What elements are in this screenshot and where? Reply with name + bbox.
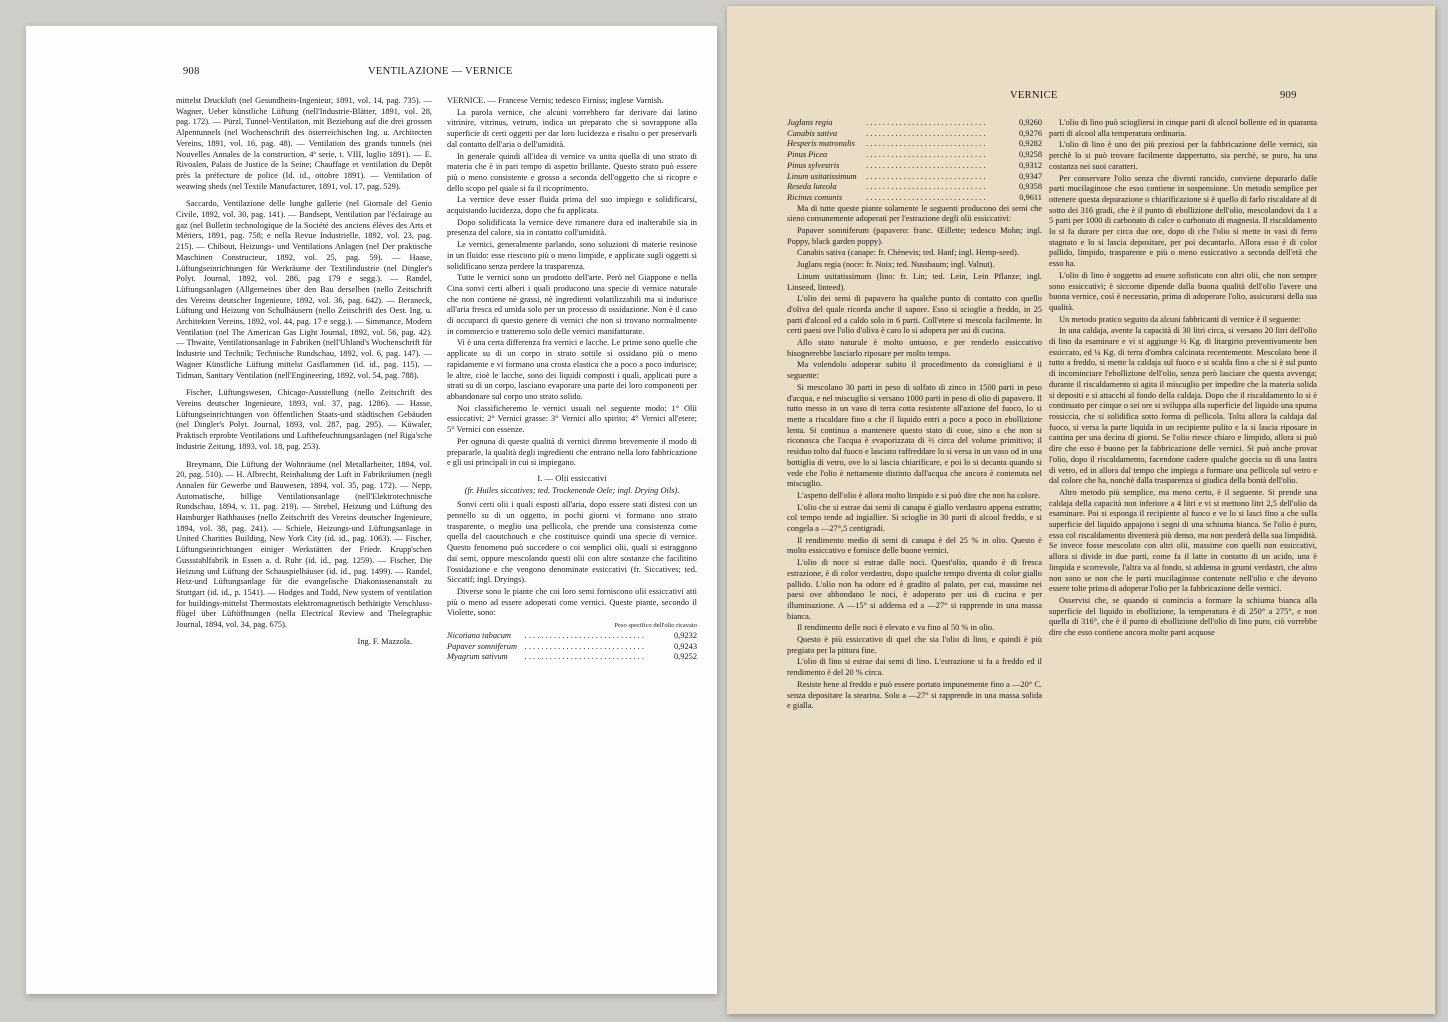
right-page [727,6,1435,1014]
paragraph: Tutte le vernici sono un prodotto dell'arte. Però nel Giappone e nella Cina sonvi certi alberi i quali producono una specie di vernice naturale che non contiene nè grassi, nè ingredienti volatilizzabili ma si indurisce all'aria fresca ed umida solo per un processo di ossidazione. Non è il caso di occuparci di questo genere di vernici che non si trovano normalmente in commercio e tratteremo solo delle vernici manifatturate. [447,273,697,336]
table-row [787,150,1042,161]
bibliography-paragraph: Fischer, Lüftungswesen, Chicago-Ausstellung (nello Zeitschrift des Vereins deutscher Ingenieure, 1893, vol. 37, pag. 1286). — Hasse, Lüftungseinrichtungen von öffentlichen Staats-und städtischen Gebäuden (nel Dingler's Polyt. Journal, 1893, vol. 287, pag. 295). — Küwaler, Praktisch erprobte Ventilations und Luftbefeuchtungsanlagen (nel Riga'sche Industrie Zeitung, 1893, vol. 18, pag. 253). [176,388,432,451]
plant-name: Canabis sativa [787,128,838,138]
paragraph: Per ognuna di queste qualità di vernici diremo brevemente il modo di prepararle, la qualità degli ingredienti che entrano nella loro fabbricazione e gli usi principali in cui si impiegano. [447,436,697,468]
gravity-value: 0,9312 [1018,160,1042,170]
gravity-value: 0,9232 [673,631,697,641]
gravity-value: 0,9282 [1018,139,1042,149]
paragraph: Ma volendolo adoperar subito il procedimento da consigliarsi è il seguente: [787,360,1042,381]
paragraph: Noi classificheremo le vernici usuali nel seguente modo: 1° Olii essiccativi; 2° Vernici grasse: 3° Vernici allo spirito; 4° Vernici all'etere; 5° Vernici con essenze. [447,403,697,435]
paragraph: Le vernici, generalmente parlando, sono soluzioni di materie resinose in un fluido: esse riescono più o meno limpide, e applicate sugli oggetti si solidificano senza perdere la trasparenza. [447,240,697,271]
left-page [26,26,717,994]
paragraph: Sonvi certi olii i quali esposti all'aria, dopo essere stati distesi con un pennello su di un oggetto, in pochi giorni vi formano uno strato trasparente, o meglio una pellicola, che prende una consistenza come quella del caoutchouch e che costituisce quindi una specie di vernice. Questo fenomeno può succedere o coi semplici olii, quali si estraggono dai semi, oppure mescolando questi olii con altre sostanze che facilitino l'ossidazione e che vengono denominate essiccativi (fr. Siccatives; ted. Siccatif; ingl. Dryings). [447,500,697,585]
plant-name: Juglans regia [787,118,833,127]
specific-gravity-table [447,631,697,663]
paragraph: Ma di tutte queste piante solamente le seguenti producono dei semi che sieno comunemente adoperati per l'estrazione degli olii essiccativi: [787,203,1042,224]
paragraph: Papaver somniferum (papavero: franc. Œillette; tedesco Mohn; ingl. Poppy, black garden poppy). [787,226,1042,246]
paragraph: Il rendimento delle noci è elevato e va fino al 50 % in olio. [797,623,995,633]
plant-name: Papaver somniferum [447,641,518,651]
section-title: I. — Olii essiccativi [537,472,607,483]
table-row [787,172,1042,183]
paragraph: L'olio di lino è uno dei più preziosi per la fabbricazione delle vernici, sia perchè lo si può trovare facilmente dappertutto, sia perchè, se puro, ha una costanza nei suoi caratteri. [1049,140,1317,171]
paragraph: Diverse sono le piante che coi loro semi forniscono olii essiccativi atti più o meno ad essere adoperati come vernici. Queste piante, secondo il Violette, sono: [447,586,697,618]
paragraph: Altro metodo più semplice, ma meno certo, è il seguente. Si prende una caldaja della capacità non inferiore a 4 litri e vi si mettono litri 2,5 dell'olio da esaminare. Poi si esponga il recipiente al fuoco e ve lo si lasci fino a che sulla superficie del liquido appajono i segni di una schiuma bianca. Se l'olio è puro, esso col riscaldamento diventerà più denso, ma non perderà della sua limpidità. Se invece fosse mescolato con altri olii, massime con quelli non essiccativi, allora si divide in due parti, come fa il latte in contatto di un acido, una è limpida e scorrevole, l'altra va al fondo, si addensa in grumi verdastri, che altro non sono se non che le parti mucilaginose contenute nell'olio e che devono essere tolte prima di adoperar l'olio per la fabbricazione delle vernici. [1049,487,1317,594]
paragraph: L'olio dei semi di papavero ha qualche punto di contatto con quello d'oliva del quale ricorda anche il sapore. Esso si scioglie a freddo, in 25 parti d'alcool ed a caldo solo in 6 parti. Coll'etere si mescola facilmente. In certi paesi ove l'olio d'oliva è caro lo si adopera per usi di cucina. [787,294,1042,336]
page-number: 908 [183,66,200,77]
table-row [787,161,1042,172]
gravity-value: 0,9611 [1019,192,1042,202]
plant-name: Pinus sylvestris [787,160,840,170]
gravity-value: 0,9276 [1018,128,1042,138]
paragraph: Vi è una certa differenza fra vernici e lacche. Le prime sono quelle che applicate su di un corpo in strato sottile si ossidano più o meno rapidamente e vi formano una crosta elastica che a poco a poco indurisce; le altre, cioè le lacche, sono dei liquidi composti i quali, applicati pure a strati su di un corpo, lasciano evaporare una parte dei loro componenti per abbandonare sul corpo uno strato solido. [447,338,697,401]
section-subtitle: (fr. Huiles siccatives; ted. Trockenende Oele; ingl. Drying Oils). [464,485,680,495]
paragraph: Resiste bene al freddo e può essere portato impunemente fino a —20° C. senza depositare la stearina. Solo a —27° si rapprende in una massa solida e gialla. [787,679,1042,711]
paragraph: L'olio di lino si estrae dai semi di lino. L'estrazione si fa a freddo ed il rendimento è del 20 % circa. [787,657,1042,678]
bibliography-paragraph: Breymann, Die Lüftung der Wohnräume (nel Metallarbeiter, 1894, vol. 20, pag. 510). — H. Albrecht, Reinhaltung der Luft in Fabrikräumen (negli Annalen für Gewerbe und Bauwesen, 1894, vol. 35, pag. 172). — Nepp, Automatische, billige Ventilationsanlage (nell'Elektrotechnische Rundschau, 1894, v. 11, pag. 219). — Strebel, Heizung und Lüftung des Hamburger Rathhauses (nello Zeitschrift des Vereins deutscher Ingenieure, 1894, vol. 38, pag. 241). — Schiele, Heizungs-und Lüftungsanlage in United Charities Building, New York City (id. id., pag. 1063). — Fischer, Lüftungseinrichtungen einiger Werkstätten der Friedr. Krupp'schen Gussstahlfabrik in Essen a. d. Ruhr (id. id., pag. 1259). — Fischer, Die Heizung und Lüftung der Schauspielhäuser (id. id., pag. 1499). — Randel, Heiz-und Lüftungsanlage für die evangelische Diakonissenanstalt zu Stuttgart (id. id., p. 1541). — Hodges and Todd, New system of ventilation for buildings-mittelst Thermostats elektromagnetisch bethätigte Verschluss-flügel über Lüftöffnungen (nella Electrical Review and Thelegraphic Journal, 1894, vol. 34, pag. 675). [176,459,432,630]
paragraph: In generale quindi all'idea di vernice va unita quella di uno strato di materia che è in pari tempo di aspetto brillante. Questo strato può essere più o meno consistente e grosso a seconda dell'oggetto che si ricopre e dello scopo pel quale si fa il ricoprimento. [447,151,697,193]
page-number: 909 [1280,90,1297,101]
paragraph: Juglans regia (noce: fr. Noix; ted. Nussbaum; ingl. Valnut). [797,260,995,270]
table-row [787,118,1042,129]
plant-name: Linum usitatissimum [787,171,857,181]
table-row [787,182,1042,193]
entry-heading: VERNICE. — Francese Vernis; tedesco Firniss; inglese Varnish. [447,96,664,105]
bibliography-paragraph: Saccardo, Ventilazione delle lunghe gallerie (nel Giornale del Genio Civile, 1892, vol. 30, pag. 141). — Bandsept, Ventilation par l'éclairage au gaz (nel Bulletin technologique de la Société des anciens élèves des Arts et Métiers, 1891, pag. 758; e nella Revue Industrielle, 1892, vol. 23, pag. 215). — Chibout, Heizungs- und Ventilations Anlagen (nel Der praktische Maschinen Constructeur, 1892, vol. 25, pag. 59). — Haase, Lüftungseinrichtungen für Werkräume der Textilindustrie (nel Dingler's Polyt. Journal, 1892, vol. 286, pag 179 e segg.). — Randel, Lüftungsanlagen (Allgemeines über den Bau derselben (nello Zeitschrift des Vereins deutscher Ingenieure, 1892, vol. 36, pag. 642). — Beraneck, Lüftung und Heizung von Schulhäusern (nello Zeitschrift des Oest. Ing. u. Architekten Vereins, 1892, vol. 44, pag. 17 e segg.). — Simmance, Modern Ventilation (nel The American Gas Light Journal, 1892, vol. 56, pag. 42). — Thwaite, Ventilationsanlage in Fabriken (nell'Uhland's Wochenschrift für Industrie und Technik; Technische Rundschau, 1892, vol. 6, pag. 147). — Wagner Künstliche Lüftung mittelst Gasflammen (id. id., pag. 115). — Tidman, Sanitary Ventilation (nell'Engineering, 1892, vol. 54, pag. 788). [176,199,432,380]
gravity-value: 0,9243 [673,641,697,651]
right-column-1 [787,118,1042,713]
plant-name: Pinus Picea [787,150,828,160]
paragraph: L'olio di lino può sciogliersi in cinque parti di alcool bollente ed in quaranta parti di alcool alla temperatura ordinaria. [1049,118,1317,138]
paragraph: La parola vernice, che alcuni vorrebbero far derivare dai latino vitrinire, vitrinus, vetrum, indica un preparato che si sovrappone alla superficie di certi oggetti per dar loro lucidezza e risalto o per preservarli dal contatto dell'aria o dell'umidità. [447,107,697,149]
running-head: VERNICE [1010,90,1058,101]
paragraph: Allo stato naturale è molto untuoso, e per renderlo essiccativo bisognerebbe lasciarlo riposare per molto tempo. [787,338,1042,358]
paragraph: La vernice deve esser fluida prima del suo impiego e solidificarsi, acquistando lucidezza, dopo che fu applicata. [447,195,697,216]
paragraph: Il rendimento medio di semi di canapa è del 25 % in olio. Questo è molto essiccativo e fornisce delle buone vernici. [787,535,1042,556]
paragraph: L'aspetto dell'olio è allora molto limpido e si può dire che non ha colore. [797,490,1041,500]
plant-name: Reseda luteola [787,182,837,192]
table-row [787,139,1042,150]
table-row [447,631,697,642]
paragraph: L'olio di noce si estrae dalle noci. Quest'olio, quando è di fresca estrazione, è di color verdastro, dopo qualche tempo diventa di color giallo pallido. L'olio non ha odore ed è gradito al palato, per cui, massime nei paesi ove abbondano le noci, è adoperato per usi di cucina e per illuminazione. A —15° si addensa ed a —27° si rapprende in una massa bianca. [787,558,1042,621]
paragraph: Linum usitatissimum (lino: fr. Lin; ted. Lein, Lein Pflanze; ingl. Linseed, linteed). [787,271,1042,292]
paragraph: L'olio di lino è soggetto ad essere sofisticato con altri olii, che non sempre sono essiccativi; è siccome dipende dalla buona qualità dell'olio l'avere una buona vernice, così è necessario, prima di adoperare l'olio, assicurarsi della sua qualità. [1049,270,1317,312]
gravity-value: 0,9260 [1018,118,1042,127]
left-column-1 [176,96,432,647]
table-row [787,193,1042,204]
table-row [787,129,1042,140]
author-signature: Ing. F. Mazzola. [357,636,412,646]
paragraph: Canabis sativa (canape: fr. Chènevis; ted. Hanf; ingl. Hemp-seed). [797,248,1019,258]
table-row [447,642,697,653]
plant-name: Hesperis matronalis [787,139,855,149]
gravity-value: 0,9258 [1018,150,1042,160]
paragraph: Si mescolano 30 parti in peso di solfato di zinco in 1500 parti in peso d'acqua, e nel miscuglio si versano 1000 parti in peso di olio di papavero. Il tutto messo in un vaso di terra cotta resistente all'azione del fuoco, lo si mette a riscaldare fino a che il liquido entri a poco a poco in ebollizione lenta. Si continua a mantenere questo stato di cose, sino a che non si riconosca che l'acqua è evaporizzata di ⅔ circa del volume primitivo; il residuo tolto dal fuoco e lasciato raffreddare lo si versa in un vaso od in una bottiglia di vetro, ove lo si lascia chiarificare, e poi lo si decanta quando si vede che l'olio è nettamente distinto dall'acqua che ancora è contenuta nel miscuglio. [787,382,1042,489]
paragraph: Questo è più essiccativo di quel che sia l'olio di lino, e quindi è più pregiato per la pittura fine. [787,635,1042,655]
paragraph: L'olio che si estrae dai semi di canapa è giallo verdastro appena estratto; col tempo tende ad ingiallire. Si scioglie in 30 parti di alcool freddo, e si congela a —27°,5 centigradi. [787,502,1042,534]
table-row [447,652,697,663]
right-column-2 [1049,118,1317,640]
table-header: Peso specifico dell'olio ricavato [614,622,697,630]
plant-name: Myagrum sativum [447,652,508,662]
gravity-value: 0,9252 [673,652,697,662]
paragraph: Dopo solidificata la vernice deve rimanere dura ed inalterabile sia in presenza del calore, sia in contatto coll'umidità. [447,217,697,238]
paragraph: Per conservare l'olio senza che diventi rancido, conviene depurarlo dalle parti mucilaginose che esso contiene in sospensione. Un metodo semplice per ottenere questa depurazione o chiarificazione si è quello di farlo riscaldare al di sotto dei 316 gradi, che è il punto di ebollizione dell'olio, mescolandovi da 1 a 5 parti per 1000 di carbonato di calce o carbonato di magnesia. Il riscaldamento lo si fa durare per circa due ore, dopo di che l'olio si mette in vasi di ferro stagnato e lo si lascia depositare, per poi decantarlo. Allora esso è di color pallido, limpido, trasparente e più o meno essiccativo a seconda dell'età che esso ha. [1049,173,1317,269]
left-column-2 [447,96,697,663]
plant-name: Nicotiana tabacum [447,631,511,641]
paragraph: In una caldaja, avente la capacità di 30 litri circa, si versano 20 litri dell'olio di lino da esaminare e vi si aggiunge ½ Kg. di litargirio preventivamente ben essiccato, ed ¼ Kg. di terra d'ombra calcinata recentemente. Mescolato bene il tutto a freddo, si mette la caldaja sul fuoco e si scalda fino a che si è sul punto di incominciare l'ebollizione dell'olio, senza però lasciare che questa avvenga; durante il riscaldamento si agita il miscuglio per impedire che la materia solida si depositi e si attacchi al fondo della caldaja. Dopo che il riscaldamento lo si è continuato per cinque o sei ore si sviluppa alla superficie del liquido una spuma rossiccia, che si solidifica sotto forma di pellicola. Tolta allora la caldaja dal fuoco, si versa la parte liquida in un recipiente pulito e la si lascia riposare in cantina per una decina di giorni. Se l'olio riesce chiaro e limpido, allora si può dire che esso è buono per la fabbricazione delle vernici. Si può anche provar l'olio, dopo il riscaldamento, facendone cadere qualche goccia su di una lastra di vetro, ed in allora dal tempo che impiega a formare una pellicola sul vetro e dal colore che ha, nonchè dalla trasparenza si giudica della bontà dell'olio. [1049,326,1317,486]
gravity-value: 0,9358 [1018,182,1042,192]
running-head: VENTILAZIONE — VERNICE [368,66,513,77]
paragraph: Osservisi che, se quando si comincia a formare la schiuma bianca alla superficie del liquido in ebollizione, la temperatura è di 250° a 275°, e non quella di 316°, che è il punto di ebollizione dell'olio di lino puro, ciò vorrebbe dire che esso contiene ancora molte parti acquose [1049,595,1317,638]
bibliography-paragraph: mittelst Druckluft (nel Gesundheits-Ingenieur, 1891, vol. 14, pag. 735). — Wagner, Ueber künstliche Lüftung (nell'Industrie-Blätter, 1891, vol. 28, pag. 172). — Pürzl, Tunnel-Ventilation, mit Beziehung auf die drei grossen Alpentunnels (nel Wochenschrift des österreichischen Ing. u. Architecten Vereins, 1891, vol. 16, pag. 48). — Ventilation des grands tunnels (nei Nouvelles Annales de la construction, 4ª serie, t. VIII, luglio 1891). — E. Rivoalen, Palais de Justice de la Seine; Chauffage et ventilation du Depôt près la préfecture de police (Id. id., ottobre 1891). — Ventilation of weawing sheds (nel Textile Manufacturer, 1891, vol. 17, pag. 529). [176,96,432,191]
paragraph: Un metodo pratico seguito da alcuni fabbricanti di vernice è il seguente: [1059,314,1301,324]
gravity-value: 0,9347 [1018,171,1042,181]
plant-name: Ricinus comunis [787,192,843,202]
specific-gravity-table-continued [787,118,1042,204]
